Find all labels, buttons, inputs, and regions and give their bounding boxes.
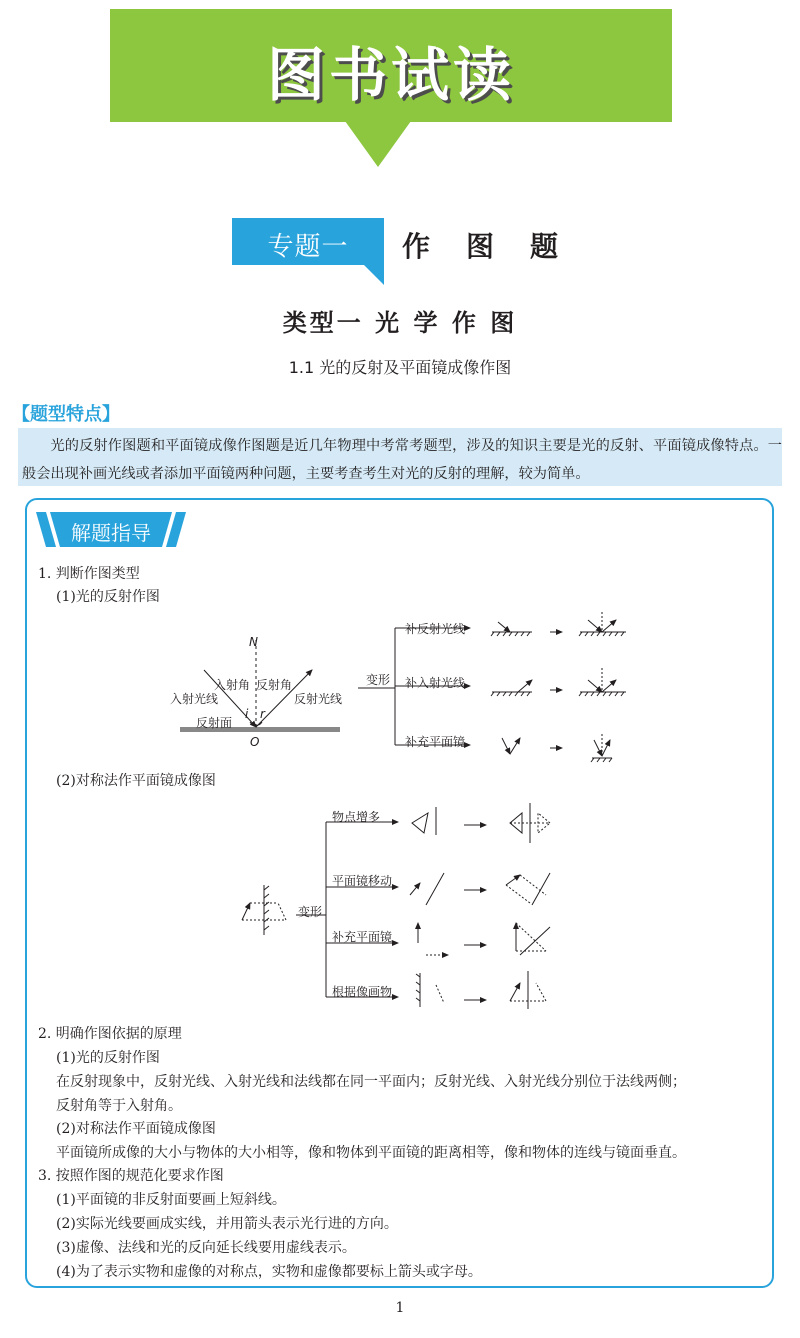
mirror-branch4-label: 根据像画物: [332, 985, 393, 999]
guide-s2-t1: 在反射现象中，反射光线、入射光线和法线都在同一平面内；反射光线、入射光线分别位于法线两侧；: [56, 1074, 686, 1090]
mirror-move-before: [410, 873, 444, 905]
features-text: 光的反射作图题和平面镜成像作图题是近几年物理中考常考题型，涉及的知识主要是光的反射、平面镜成像特点。一般会出现补画光线或者添加平面镜两种问题，主要考查考生对光的反射的理解，较为简单。: [22, 438, 782, 482]
section-subtitle: 1.1 光的反射及平面镜成像作图: [288, 358, 512, 377]
angle-i-label: i: [245, 707, 249, 721]
branch2-label: 补入射光线: [405, 676, 466, 690]
topic-label: 专题一: [267, 232, 349, 262]
guide-s2-t2: 反射角等于入射角。: [56, 1098, 182, 1114]
topic-name: 作图题: [402, 230, 595, 263]
add-mirror-before: [418, 923, 448, 955]
mirror-branch3-label: 补充平面镜: [332, 930, 393, 944]
branch3-label: 补充平面镜: [405, 735, 466, 749]
guide-s3-title: 3. 按照作图的规范化要求作图: [38, 1168, 224, 1184]
branch3-after: [591, 734, 612, 762]
reflect-angle-label: 反射角: [256, 678, 293, 692]
guide-s2-t3: 平面镜所成像的大小与物体的大小相等，像和物体到平面镜的距离相等，像和物体的连线与镜面垂直。: [56, 1145, 686, 1161]
banner-pointer: [345, 121, 411, 167]
topic-label-tail: [364, 265, 384, 285]
guide-s2-p1: (1)光的反射作图: [56, 1050, 160, 1066]
page-number: 1: [395, 1300, 405, 1316]
guide-s3-i3: (3)虚像、法线和光的反向延长线要用虚线表示。: [56, 1240, 356, 1256]
branch1-label: 补反射光线: [405, 622, 466, 636]
branch1-after: [579, 612, 626, 636]
point-o-label: O: [250, 735, 260, 749]
transform-label-1: 变形: [366, 673, 391, 687]
incident-angle-label: 入射角: [214, 678, 251, 692]
banner-title: 图书试读: [266, 41, 515, 109]
image-to-object-after: [510, 971, 546, 1009]
surface-label: 反射面: [196, 716, 233, 730]
features-heading: 【题型特点】: [12, 404, 120, 425]
image-to-object-before: [416, 973, 444, 1007]
mirror-branch2-label: 平面镜移动: [332, 874, 393, 888]
mirror-image-diagram: [230, 795, 580, 1015]
branch2-before: [491, 680, 532, 696]
branch3-before: [502, 738, 520, 754]
guide-heading: 解题指导: [71, 521, 151, 545]
more-points-after: [510, 803, 550, 843]
branch2-after: [579, 668, 626, 696]
guide-s2-title: 2. 明确作图依据的原理: [38, 1026, 182, 1042]
mirror-branch1-label: 物点增多: [332, 810, 381, 824]
guide-s2-p2: (2)对称法作平面镜成像图: [56, 1121, 216, 1137]
guide-s3-i4: (4)为了表示实物和虚像的对称点，实物和虚像都要标上箭头或字母。: [56, 1264, 482, 1280]
normal-label: N: [249, 635, 258, 649]
transform-label-2: 变形: [298, 905, 323, 919]
add-mirror-after: [516, 923, 550, 955]
reflected-ray-label: 反射光线: [294, 692, 343, 706]
branch1-before: [491, 622, 532, 636]
incident-ray-label: 入射光线: [170, 692, 219, 706]
guide-s1-p1: (1)光的反射作图: [56, 589, 160, 605]
guide-s1-title: 1. 判断作图类型: [38, 566, 140, 582]
mirror-move-after: [506, 873, 550, 905]
guide-s1-p2: (2)对称法作平面镜成像图: [56, 773, 216, 789]
guide-s3-i2: (2)实际光线要画成实线，并用箭头表示光行进的方向。: [56, 1216, 398, 1232]
type-title: 类型一 光 学 作 图: [282, 309, 518, 337]
guide-s3-i1: (1)平面镜的非反射面要画上短斜线。: [56, 1192, 286, 1208]
original-figure: [242, 885, 286, 935]
angle-r-label: r: [260, 707, 265, 721]
more-points-before: [412, 807, 436, 835]
